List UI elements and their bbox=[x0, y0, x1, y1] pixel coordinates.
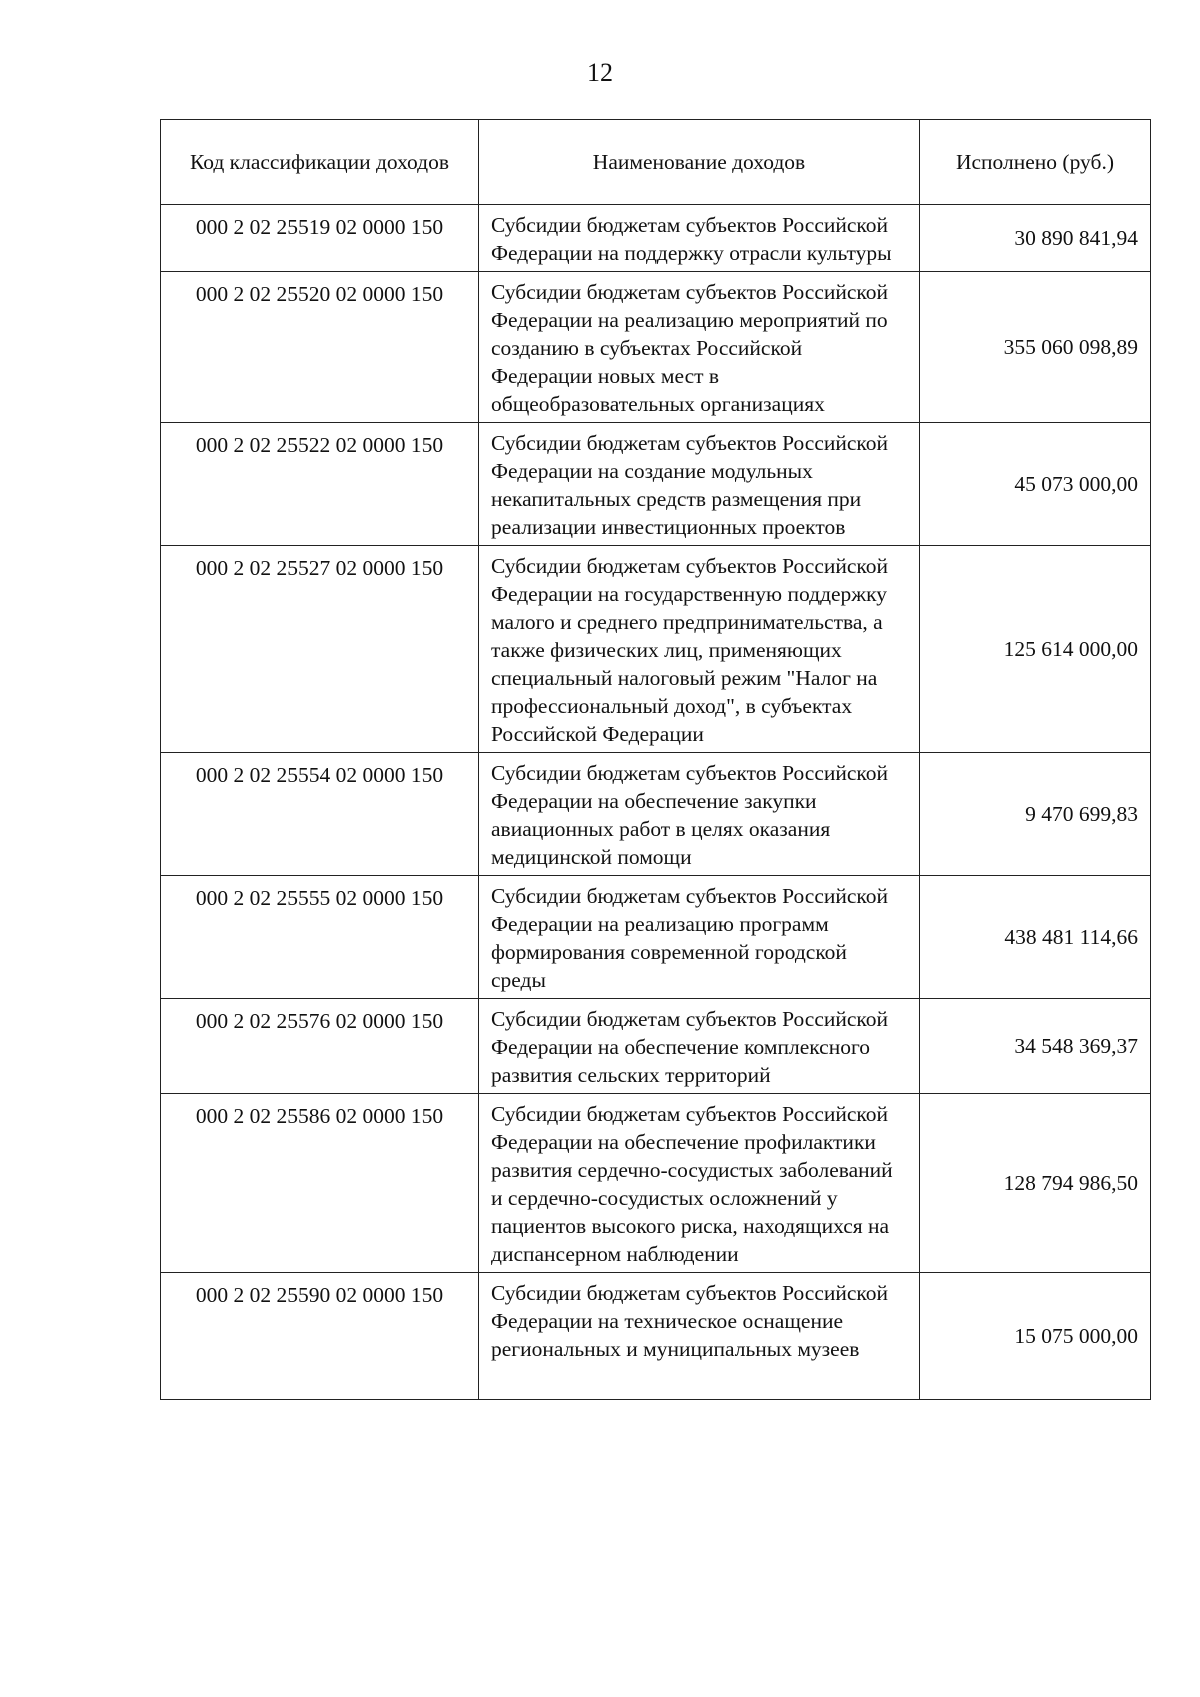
table-row bbox=[161, 753, 1151, 876]
row-code: 000 2 02 25520 02 0000 150 bbox=[161, 272, 479, 423]
row-amount: 15 075 000,00 bbox=[920, 1273, 1151, 1400]
row-name: Субсидии бюджетам субъектов Российской Федерации на поддержку отрасли культуры bbox=[479, 205, 920, 272]
table-row bbox=[161, 546, 1151, 753]
row-amount: 128 794 986,50 bbox=[920, 1094, 1151, 1273]
row-amount: 45 073 000,00 bbox=[920, 423, 1151, 546]
row-amount: 9 470 699,83 bbox=[920, 753, 1151, 876]
row-code: 000 2 02 25522 02 0000 150 bbox=[161, 423, 479, 546]
header-name: Наименование доходов bbox=[479, 120, 920, 205]
row-amount: 125 614 000,00 bbox=[920, 546, 1151, 753]
row-name: Субсидии бюджетам субъектов Российской Федерации на реализацию мероприятий по созданию в субъектах Российской Федерации новых мест в общеобразовательных организациях bbox=[479, 272, 920, 423]
row-name: Субсидии бюджетам субъектов Российской Федерации на обеспечение профилактики развития сердечно-сосудистых заболеваний и сердечно-сосудистых осложнений у пациентов высокого риска, находящихся на диспансерном наблюдении bbox=[479, 1094, 920, 1273]
row-code: 000 2 02 25554 02 0000 150 bbox=[161, 753, 479, 876]
table-row bbox=[161, 205, 1151, 272]
table-row bbox=[161, 876, 1151, 999]
row-code: 000 2 02 25590 02 0000 150 bbox=[161, 1273, 479, 1400]
table-row bbox=[161, 1094, 1151, 1273]
row-code: 000 2 02 25555 02 0000 150 bbox=[161, 876, 479, 999]
row-name: Субсидии бюджетам субъектов Российской Федерации на обеспечение закупки авиационных работ в целях оказания медицинской помощи bbox=[479, 753, 920, 876]
row-name: Субсидии бюджетам субъектов Российской Федерации на техническое оснащение региональных и муниципальных музеев bbox=[479, 1273, 920, 1400]
row-amount: 30 890 841,94 bbox=[920, 205, 1151, 272]
row-code: 000 2 02 25527 02 0000 150 bbox=[161, 546, 479, 753]
row-amount: 438 481 114,66 bbox=[920, 876, 1151, 999]
row-amount: 34 548 369,37 bbox=[920, 999, 1151, 1094]
table-row bbox=[161, 272, 1151, 423]
row-code: 000 2 02 25576 02 0000 150 bbox=[161, 999, 479, 1094]
row-name: Субсидии бюджетам субъектов Российской Федерации на создание модульных некапитальных средств размещения при реализации инвестиционных проектов bbox=[479, 423, 920, 546]
row-code: 000 2 02 25586 02 0000 150 bbox=[161, 1094, 479, 1273]
row-name: Субсидии бюджетам субъектов Российской Федерации на реализацию программ формирования современной городской среды bbox=[479, 876, 920, 999]
row-name: Субсидии бюджетам субъектов Российской Федерации на обеспечение комплексного развития сельских территорий bbox=[479, 999, 920, 1094]
table-header-row bbox=[161, 120, 1151, 205]
page-number: 12 bbox=[587, 58, 613, 87]
table-row bbox=[161, 423, 1151, 546]
row-name: Субсидии бюджетам субъектов Российской Федерации на государственную поддержку малого и среднего предпринимательства, а также физических лиц, применяющих специальный налоговый режим "Налог на профессиональный доход", в субъектах Российской Федерации bbox=[479, 546, 920, 753]
header-amount: Исполнено (руб.) bbox=[920, 120, 1151, 205]
table-row bbox=[161, 999, 1151, 1094]
header-code: Код классификации доходов bbox=[161, 120, 479, 205]
row-code: 000 2 02 25519 02 0000 150 bbox=[161, 205, 479, 272]
table-row bbox=[161, 1273, 1151, 1400]
row-amount: 355 060 098,89 bbox=[920, 272, 1151, 423]
income-table bbox=[160, 119, 1151, 1400]
